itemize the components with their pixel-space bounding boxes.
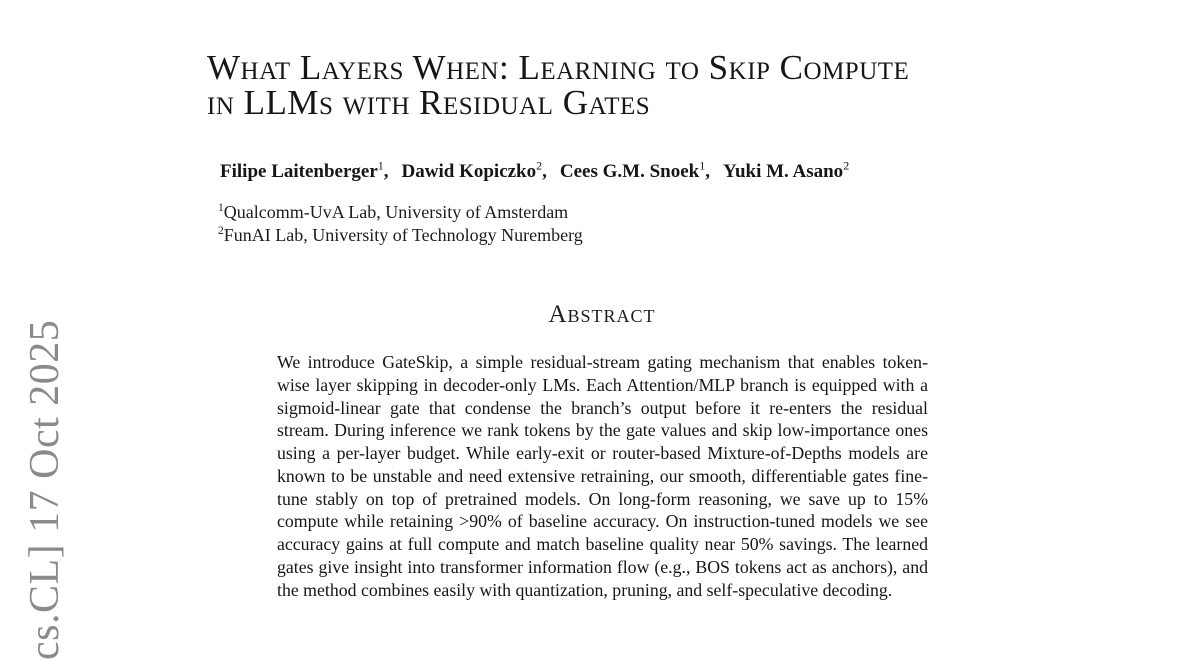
paper-title [207, 50, 909, 120]
author-3-name: Cees G.M. Snoek [559, 161, 700, 182]
author-separator: , [383, 161, 389, 182]
author-separator: , [705, 161, 710, 182]
affiliation-1 [218, 201, 583, 224]
author-4 [722, 158, 850, 182]
paper-title-line-1: What Layers When: Learning to Skip Compute [207, 48, 910, 87]
author-1 [220, 158, 402, 182]
affiliation-2-mark: 2 [218, 225, 224, 238]
author-3-affiliation-mark: 1 [699, 158, 706, 173]
author-2 [401, 158, 560, 182]
author-3 [559, 158, 723, 182]
author-4-affiliation-mark: 2 [843, 158, 850, 173]
author-2-affiliation-mark: 2 [536, 158, 543, 173]
paper-title-line-2: in LLMs with Residual Gates [207, 83, 651, 122]
affiliation-1-mark: 1 [218, 202, 224, 214]
author-2-name: Dawid Kopiczko [401, 161, 537, 182]
affiliation-2-text: FunAI Lab, University of Technology Nuremberg [223, 225, 583, 246]
arxiv-category-stamp: cs.CL] 17 Oct 2025 [22, 319, 68, 660]
author-4-name: Yuki M. Asano [722, 161, 844, 182]
author-separator: , [542, 161, 547, 182]
author-1-name: Filipe Laitenberger [220, 161, 378, 182]
author-1-affiliation-mark: 1 [377, 158, 384, 173]
affiliation-2 [218, 224, 583, 247]
affiliations-block [218, 201, 583, 248]
abstract-text: We introduce GateSkip, a simple residual-stream gating mechanism that enables token-wise layer skipping in decoder-only LMs. Each Attention/MLP branch is equipped with a sigmoid-linear gate that condense the branch’s output before it re-enters the residual stream. During inference we rank tokens by the gate values and skip low-importance ones using a per-layer budget. While early-exit or router-based Mixture-of-Depths models are known to be unstable and need extensive retraining, our smooth, differentiable gates fine-tune stably on top of pretrained models. On long-form reasoning, we save up to 15% compute while retaining >90% of baseline accuracy. On instruction-tuned models we see accuracy gains at full compute and match baseline quality near 50% savings. The learned gates give insight into transformer information flow (e.g., BOS tokens act as anchors), and the method combines easily with quantization, pruning, and self-speculative decoding. [277, 352, 928, 600]
affiliation-1-text: Qualcomm-UvA Lab, University of Amsterdam [223, 202, 569, 222]
abstract-heading: Abstract [548, 301, 656, 328]
authors-line [220, 160, 849, 184]
